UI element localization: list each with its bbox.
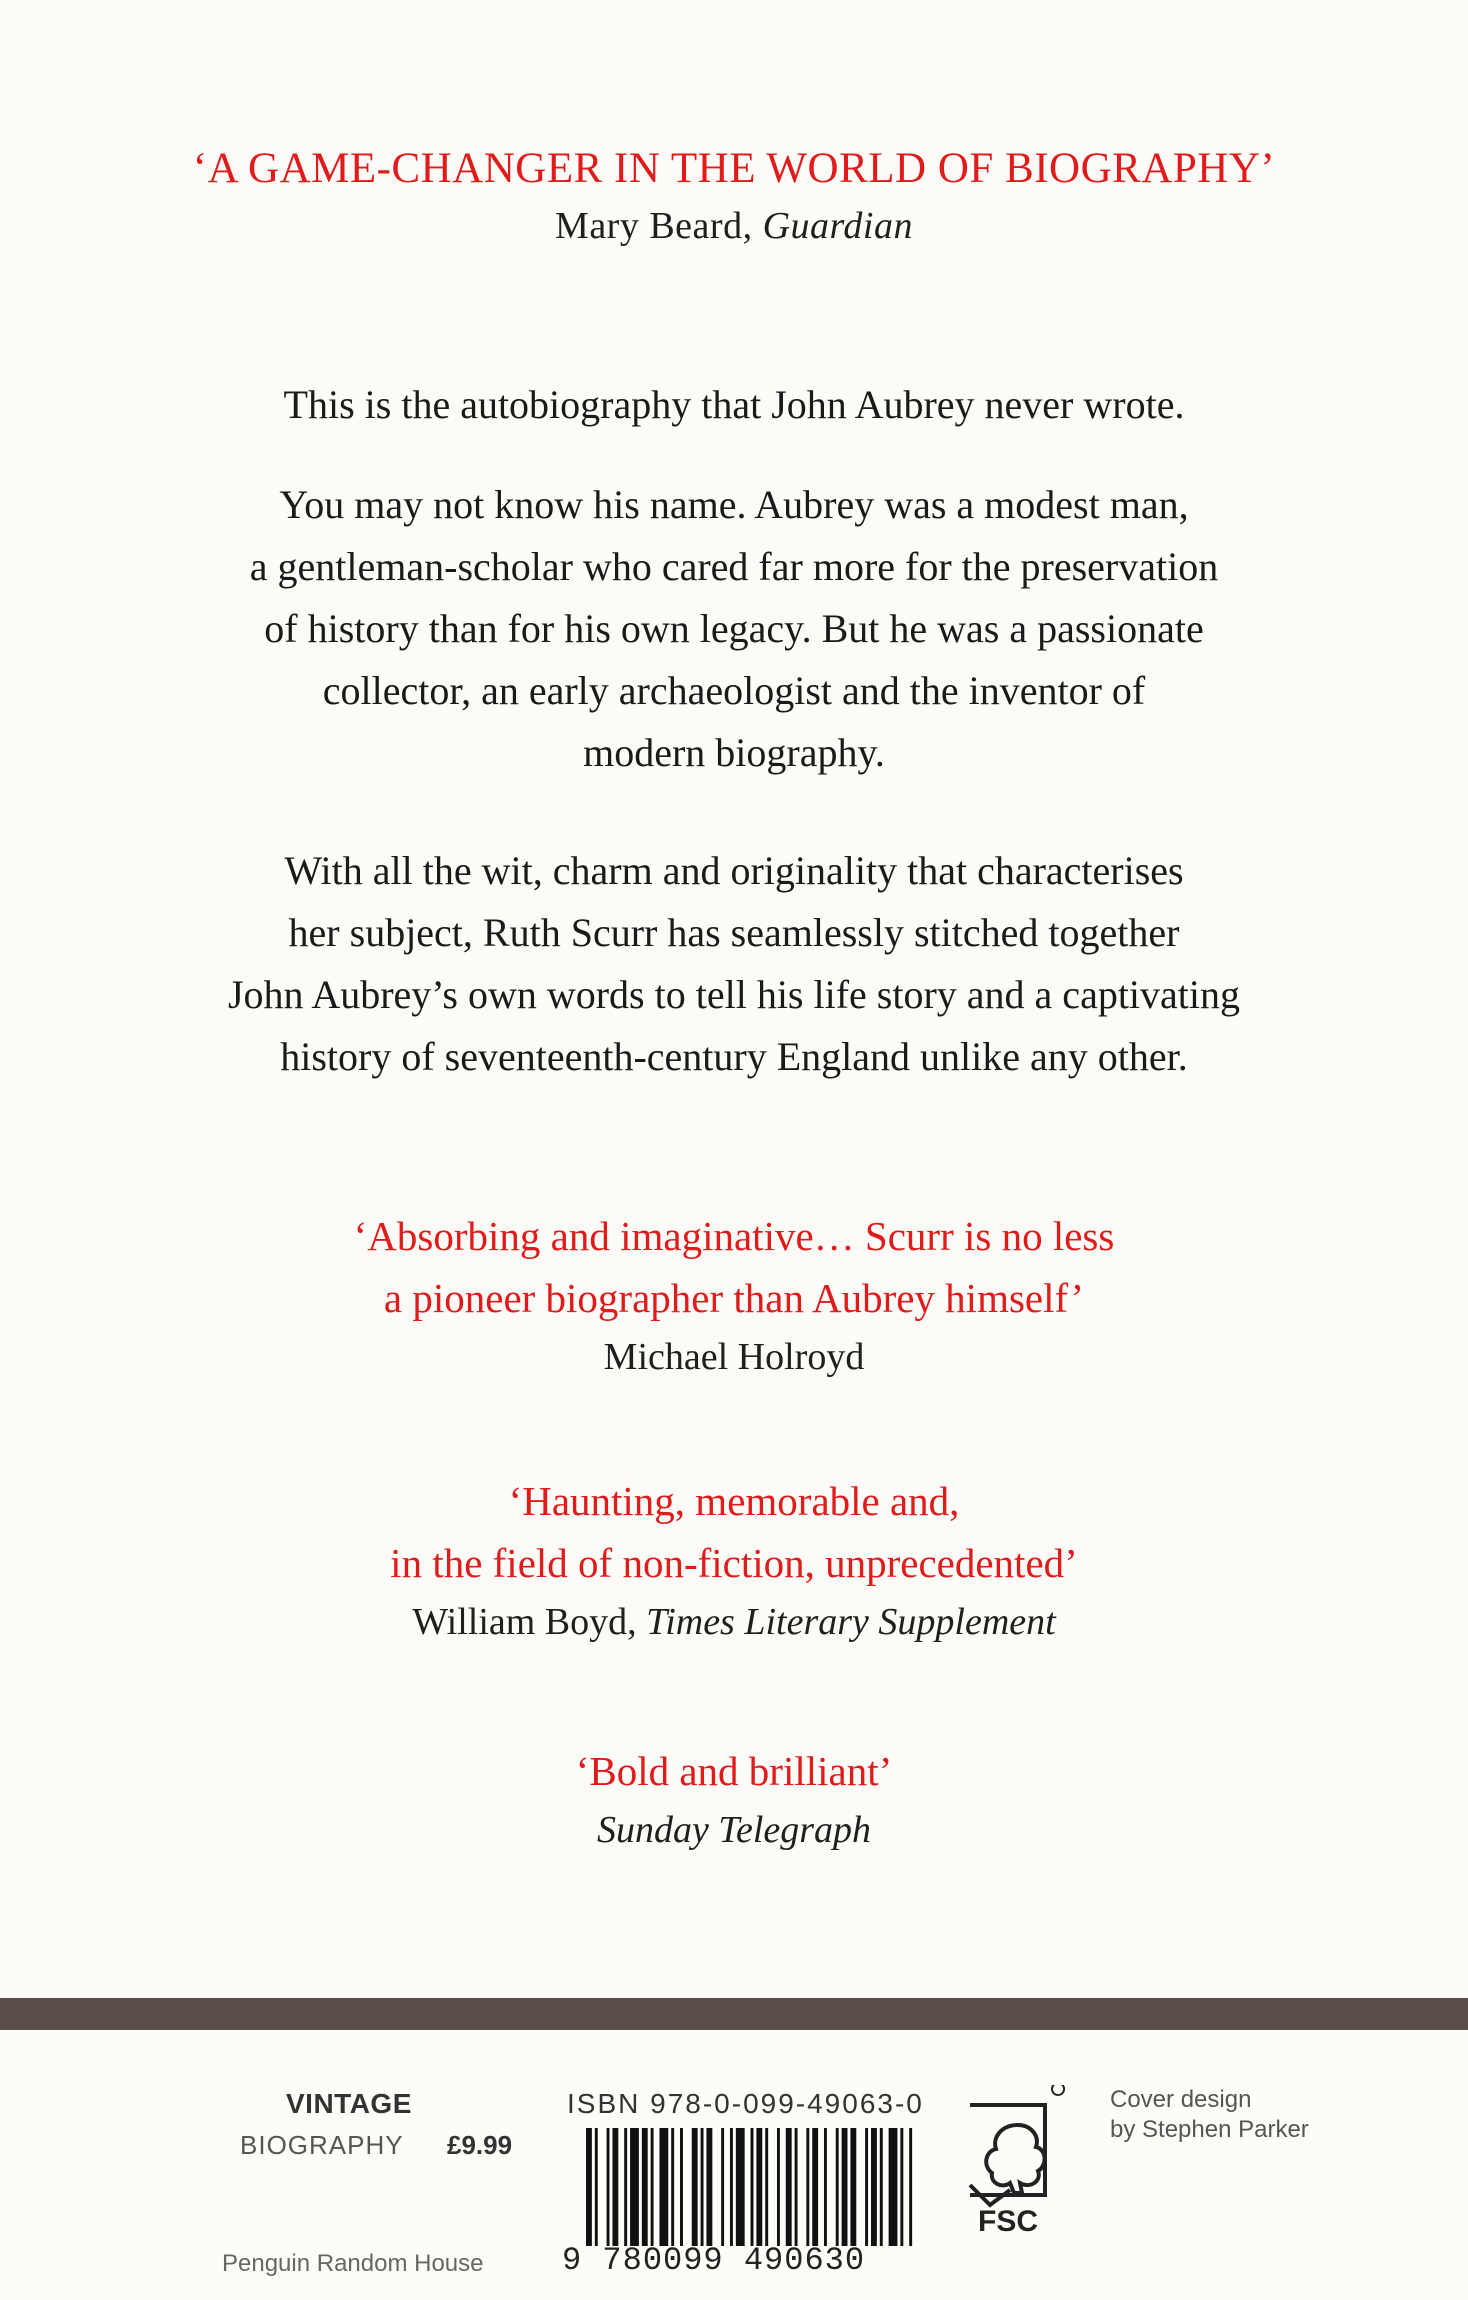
blurb-p3-line: history of seventeenth-century England unlike any other. xyxy=(280,1034,1188,1079)
review-quote-line: a pioneer biographer than Aubrey himself’ xyxy=(383,1275,1085,1321)
cover-design-credit xyxy=(1110,2085,1309,2145)
fsc-label: FSC xyxy=(978,2205,1038,2238)
top-quote-block xyxy=(0,140,1468,254)
cover-design-line: by Stephen Parker xyxy=(1110,2116,1309,2143)
review-quote-3 xyxy=(0,1740,1468,1858)
review-quote-line: in the field of non-fiction, unprecedented’ xyxy=(390,1540,1078,1586)
blurb-p2-line: collector, an early archaeologist and the inventor of xyxy=(322,668,1146,713)
review-quote-source: Sunday Telegraph xyxy=(596,1809,872,1851)
blurb-p2-line: modern biography. xyxy=(583,730,885,775)
review-quote-source: Times Literary Supplement xyxy=(646,1601,1056,1643)
review-quote-attribution xyxy=(0,1594,1468,1650)
review-quote-line: ‘Haunting, memorable and, xyxy=(508,1478,960,1524)
blurb-p3-line: her subject, Ruth Scurr has seamlessly stitched together xyxy=(288,910,1180,955)
blurb-p2-line: a gentleman-scholar who cared far more for the preservation xyxy=(249,544,1219,589)
top-quote-author: Mary Beard, xyxy=(555,205,763,247)
blurb-p1-text: This is the autobiography that John Aubrey never wrote. xyxy=(283,382,1185,427)
review-quote-1 xyxy=(0,1205,1468,1385)
review-quote-attribution xyxy=(0,1802,1468,1858)
review-quote-author: William Boyd, xyxy=(412,1601,647,1643)
blurb-paragraph-2 xyxy=(0,474,1468,784)
footer xyxy=(0,2030,1468,2300)
blurb-paragraph-1 xyxy=(0,374,1468,436)
top-quote-source: Guardian xyxy=(762,205,913,247)
barcode-icon xyxy=(586,2128,918,2246)
blurb-paragraph-3 xyxy=(0,840,1468,1088)
review-quote-line: ‘Bold and brilliant’ xyxy=(575,1748,893,1794)
top-quote-text: ‘A GAME-CHANGER IN THE WORLD OF BIOGRAPHY’ xyxy=(192,145,1276,192)
barcode-digits: 9 780099 490630 xyxy=(562,2242,866,2279)
blurb-p2-line: of history than for his own legacy. But he was a passionate xyxy=(264,606,1204,651)
blurb-p3-line: John Aubrey’s own words to tell his life story and a captivating xyxy=(227,972,1241,1017)
review-quote-2 xyxy=(0,1470,1468,1650)
price-label: £9.99 xyxy=(447,2130,513,2160)
review-quote-line: ‘Absorbing and imaginative… Scurr is no less xyxy=(353,1213,1115,1259)
publisher-name: Penguin Random House xyxy=(222,2250,484,2277)
imprint-name: VINTAGE xyxy=(286,2088,412,2119)
isbn-label: ISBN 978-0-099-49063-0 xyxy=(567,2088,924,2119)
blurb-p2-line: You may not know his name. Aubrey was a modest man, xyxy=(279,482,1189,527)
review-quote-author: Michael Holroyd xyxy=(603,1336,865,1378)
cover-design-line: Cover design xyxy=(1110,2086,1252,2113)
top-quote-attribution xyxy=(0,198,1468,254)
footer-band xyxy=(0,1998,1468,2030)
blurb-p3-line: With all the wit, charm and originality that characterises xyxy=(284,848,1184,893)
category-label: BIOGRAPHY xyxy=(240,2130,404,2160)
